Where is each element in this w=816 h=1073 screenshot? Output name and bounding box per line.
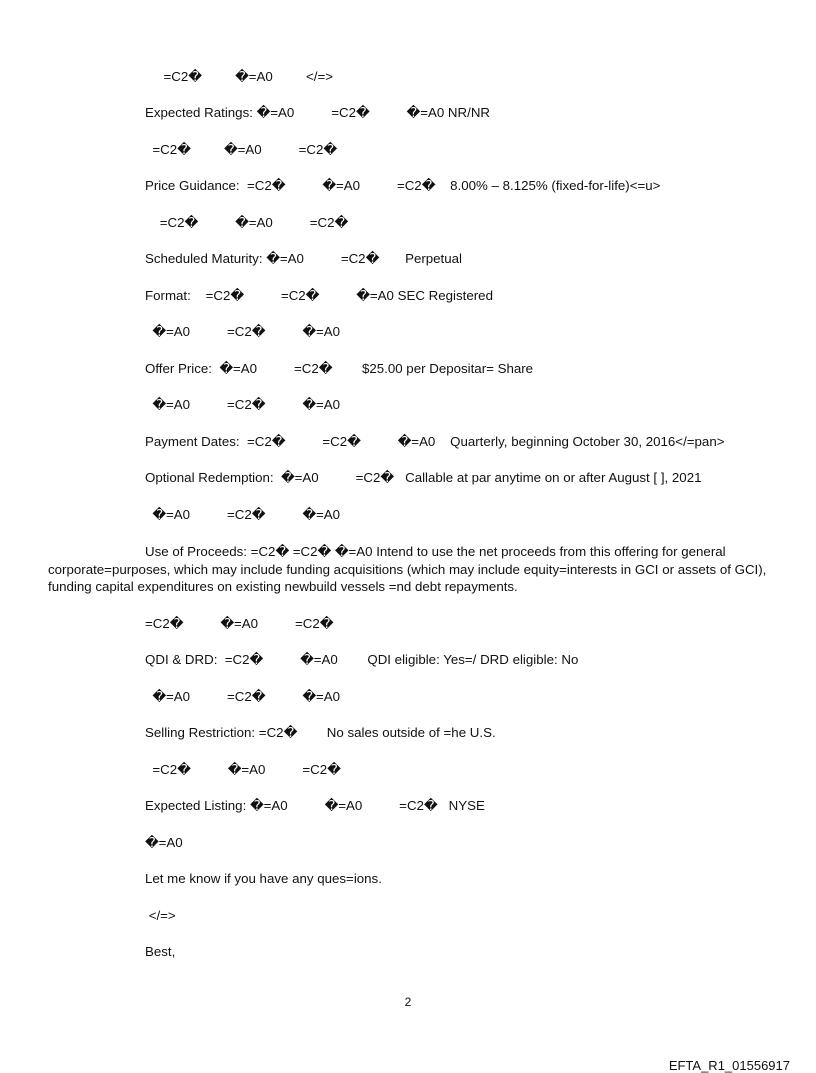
text-line: =C2� �=A0 </=> <box>145 69 334 84</box>
page-number: 2 <box>404 995 412 1009</box>
text-line: Optional Redemption: �=A0 =C2� Callable at par anytime on or after August [ ], 2021 <box>145 470 702 485</box>
text-line: �=A0 =C2� �=A0 <box>145 397 340 412</box>
text-line: Best, <box>145 944 176 959</box>
text-line: �=A0 =C2� �=A0 <box>145 507 340 522</box>
text-line: Selling Restriction: =C2� No sales outside of =he U.S. <box>145 725 496 740</box>
text-line: =C2� �=A0 =C2� <box>145 616 334 631</box>
document-id: EFTA_R1_01556917 <box>668 1058 790 1073</box>
text-line: Payment Dates: =C2� =C2� �=A0 Quarterly, beginning October 30, 2016</=pan> <box>145 434 725 449</box>
text-line: Offer Price: �=A0 =C2� $25.00 per Depositar= Share <box>145 361 534 376</box>
text-line: Price Guidance: =C2� �=A0 =C2� 8.00% – 8.125% (fixed-for-life)<=u> <box>145 178 661 193</box>
text-line: =C2� �=A0 =C2� <box>145 142 338 157</box>
text-line: Expected Listing: �=A0 �=A0 =C2� NYSE <box>145 798 485 813</box>
text-line: Let me know if you have any ques=ions. <box>145 871 382 886</box>
text-line: QDI & DRD: =C2� �=A0 QDI eligible: Yes=/ DRD eligible: No <box>145 652 579 667</box>
text-line: </=> <box>145 908 176 923</box>
text-line: �=A0 <box>145 835 183 850</box>
text-line: =C2� �=A0 =C2� <box>145 215 349 230</box>
use-of-proceeds-paragraph: Use of Proceeds: =C2� =C2� �=A0 Intend to use the net proceeds from this offering for general corporate=purposes, which may include funding acquisitions (which may include equity=interests in GCI or assets of GCI), funding capital expenditures on existing newbuild vessels =nd debt repayments. <box>48 544 767 594</box>
text-line: �=A0 =C2� �=A0 <box>145 689 340 704</box>
text-line: �=A0 =C2� �=A0 <box>145 324 340 339</box>
text-line: Format: =C2� =C2� �=A0 SEC Registered <box>145 288 493 303</box>
text-line: Expected Ratings: �=A0 =C2� �=A0 NR/NR <box>145 105 491 120</box>
text-line: =C2� �=A0 =C2� <box>145 762 341 777</box>
text-line: Scheduled Maturity: �=A0 =C2� Perpetual <box>145 251 462 266</box>
